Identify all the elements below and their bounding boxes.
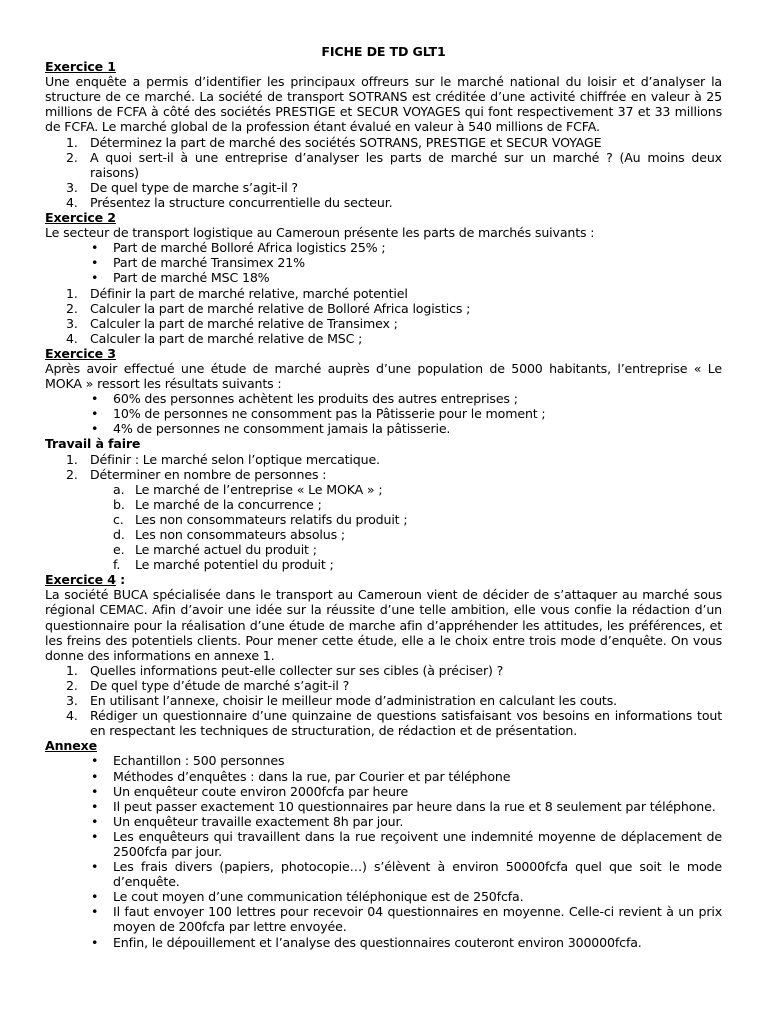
list-item: • 60% des personnes achètent les produits des autres entreprises ; [91, 391, 518, 407]
list-item: 2. De quel type d’étude de marché s’agit-il ? [66, 677, 350, 693]
list-item: 4. Calculer la part de marché relative de MSC ; [66, 330, 363, 346]
exercise-1-intro: Une enquête a permis d’identifier les principaux offreurs sur le marché national du loisir et d’analyser la structure de ce marché. La société de transport SOTRANS est créditée d’une activité chiffrée en valeur à 25 millions de FCFA à côté des sociétés PRESTIGE et SECUR VOYAGES qui font respectivement 37 et 33 millions de FCFA. Le marché global de la profession étant évalué en valeur à 540 millions de FCFA. [45, 74, 722, 135]
exercise-3-intro: Après avoir effectué une étude de marché auprès d’une population de 5000 habitants, l’entreprise « Le MOKA » ressort les résultats suivants : [45, 360, 722, 392]
list-item: 4. Rédiger un questionnaire d’une quinzaine de questions satisfaisant vos besoins en informations tout en respectant les techniques de structuration, de rédaction et de présentation. [66, 708, 722, 739]
list-item: 2. Déterminer en nombre de personnes : [66, 466, 327, 482]
list-item: • Il peut passer exactement 10 questionnaires par heure dans la rue et 8 seulement par téléphone. [91, 798, 716, 814]
list-item: 2. A quoi sert-il à une entreprise d’analyser les parts de marché sur un marché ? (Au moins deux raisons) [66, 149, 722, 180]
exercise-1-heading: Exercice 1 [45, 59, 116, 75]
list-item: 3. De quel type de marche s’agit-il ? [66, 179, 298, 195]
list-item: 2. Calculer la part de marché relative de Bolloré Africa logistics ; [66, 300, 471, 316]
list-item: • Part de marché MSC 18% [91, 270, 270, 286]
list-item: 3. En utilisant l’annexe, choisir le meilleur mode d’administration en calculant les couts. [66, 693, 617, 709]
list-item: • Méthodes d’enquêtes : dans la rue, par Courier et par téléphone [91, 768, 511, 784]
list-item: a. Le marché de l’entreprise « Le MOKA » ; [113, 481, 383, 497]
list-item: • Echantillon : 500 personnes [91, 753, 285, 769]
annexe-bullets [45, 753, 722, 949]
exercise-4-questions [45, 663, 722, 738]
list-item: • Les frais divers (papiers, photocopie…) s’élèvent à environ 50000fcfa quel que soit le mode d’enquête. [91, 859, 722, 890]
list-item: d. Les non consommateurs absolus ; [113, 527, 345, 542]
list-item: • Un enquêteur coute environ 2000fcfa par heure [91, 783, 409, 799]
list-item: 1. Définir la part de marché relative, marché potentiel [66, 285, 408, 301]
list-item: 1. Déterminez la part de marché des sociétés SOTRANS, PRESTIGE et SECUR VOYAGE [66, 134, 602, 150]
exercise-3-heading: Exercice 3 [45, 345, 116, 361]
exercise-2-heading: Exercice 2 [45, 210, 116, 226]
exercise-3-bullets [45, 391, 722, 436]
list-item: c. Les non consommateurs relatifs du produit ; [113, 511, 408, 527]
annexe-heading: Annexe [45, 738, 97, 754]
exercise-2-intro: Le secteur de transport logistique au Cameroun présente les parts de marchés suivants : [45, 225, 595, 241]
list-item: • Le cout moyen d’une communication téléphonique est de 250fcfa. [91, 889, 524, 905]
list-item: 3. Calculer la part de marché relative de Transimex ; [66, 315, 398, 331]
list-item: f. Le marché potentiel du produit ; [113, 557, 334, 573]
list-item: • Enfin, le dépouillement et l’analyse des questionnaires couteront environ 300000fcfa. [91, 934, 642, 950]
list-item: • Part de marché Bolloré Africa logistics 25% ; [91, 240, 386, 256]
list-item: • Les enquêteurs qui travaillent dans la rue reçoivent une indemnité moyenne de déplacement de 2500fcfa par jour. [91, 828, 722, 859]
exercise-3-subquestions [45, 482, 722, 573]
exercise-3-questions [45, 452, 722, 482]
exercise-2-bullets [45, 240, 722, 285]
page-title: FICHE DE TD GLT1 [321, 44, 446, 59]
list-item: • Il faut envoyer 100 lettres pour recevoir 04 questionnaires en moyenne. Celle-ci revient à un prix moyen de 200fcfa par lettre envoyée. [91, 904, 722, 935]
list-item: e. Le marché actuel du produit ; [113, 542, 317, 558]
list-item: • 4% de personnes ne consomment jamais la pâtisserie. [91, 421, 451, 437]
list-item: • 10% de personnes ne consomment pas la Pâtisserie pour le moment ; [91, 406, 546, 422]
exercise-1-questions [45, 135, 722, 210]
list-item: 1. Quelles informations peut-elle collecter sur ses cibles (à préciser) ? [66, 662, 504, 678]
list-item: • Un enquêteur travaille exactement 8h par jour. [91, 813, 404, 829]
list-item: • Part de marché Transimex 21% [91, 255, 305, 271]
exercise-4-heading: Exercice 4 : [45, 572, 126, 588]
list-item: b. Le marché de la concurrence ; [113, 496, 322, 512]
exercise-4-intro: La société BUCA spécialisée dans le transport au Cameroun vient de décider de s’attaquer au marché sous régional CEMAC. Afin d’avoir une idée sur la réussite d’une telle ambition, elle vous confie la rédaction d’un questionnaire pour la réalisation d’une étude de marche afin d’appréhender les attitudes, les préférences, et les freins des potentiels clients. Pour mener cette étude, elle a le choix entre trois mode d’enquête. On vous donne des informations en annexe 1. [45, 587, 722, 663]
exercise-2-questions [45, 286, 722, 346]
list-item: 1. Définir : Le marché selon l’optique mercatique. [66, 451, 380, 467]
list-item: 4. Présentez la structure concurrentielle du secteur. [66, 194, 393, 210]
document [45, 44, 722, 950]
work-heading: Travail à faire [45, 436, 141, 452]
